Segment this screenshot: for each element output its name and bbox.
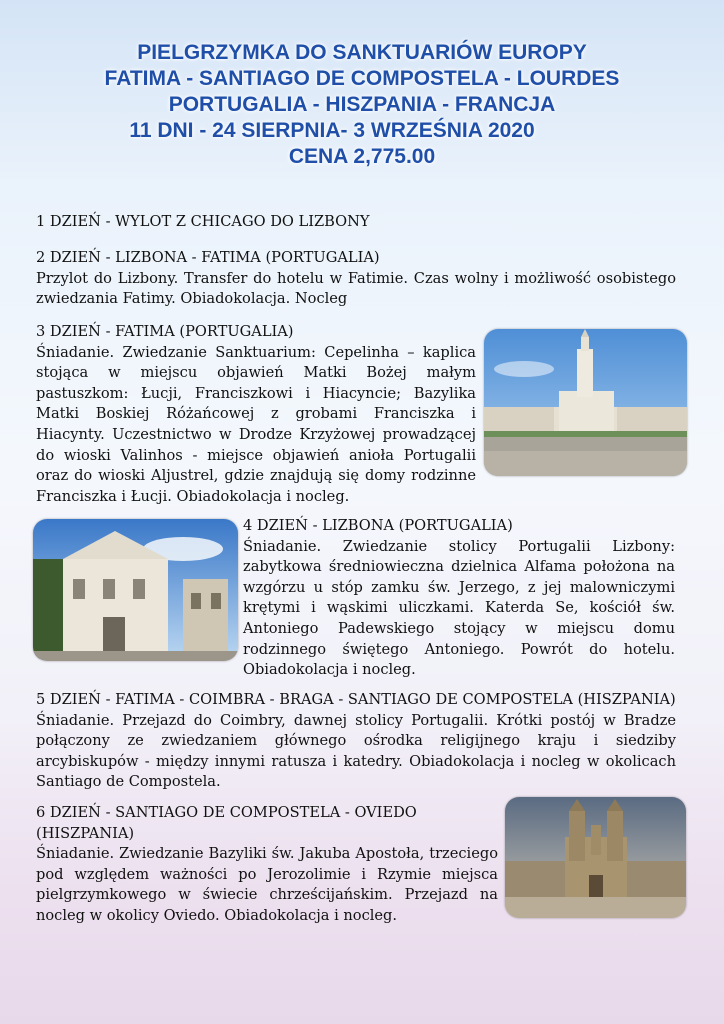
day-6-section <box>36 803 498 927</box>
day-3-section <box>36 322 476 507</box>
day-5-section <box>36 690 676 793</box>
header-line-5: CENA 2,775.00 <box>288 145 436 168</box>
day-2-text: Przylot do Lizbony. Transfer do hotelu w Fatimie. Czas wolny i możliwość osobistego zwiedzania Fatimy. Obiadokolacja. Nocleg <box>36 269 676 308</box>
day-4-title: 4 DZIEŃ - LIZBONA (PORTUGALIA) <box>243 517 513 534</box>
day-4-section <box>243 516 675 681</box>
day-5-title: 5 DZIEŃ - FATIMA - COIMBRA - BRAGA - SANTIAGO DE COMPOSTELA (HISZPANIA) <box>36 691 676 708</box>
header-line-3: PORTUGALIA - HISZPANIA - FRANCJA <box>168 93 556 116</box>
day-5-text: Śniadanie. Przejazd do Coimbry, dawnej stolicy Portugalii. Krótki postój w Bradze połączony ze zwiedzaniem głównego ośrodka religijnego kraju i siedziby arcybiskupów - między innymi ratusza i katedry. Obiadokolacja i nocleg w okolicach Santiago de Compostela. <box>36 711 676 791</box>
day-6-text: Śniadanie. Zwiedzanie Bazyliki św. Jakuba Apostoła, trzeciego pod względem ważności po Jerozolimie i Rzymie miejsca pielgrzymkowego w świecie chrześcijańskim. Przejazd na nocleg w okolicy Oviedo. Obiadokolacja i nocleg. <box>36 845 498 924</box>
header-line-1: PIELGRZYMKA DO SANKTUARIÓW EUROPY <box>137 41 587 64</box>
fatima-basilica-photo <box>484 329 687 476</box>
day-4-text: Śniadanie. Zwiedzanie stolicy Portugalii Lizbony: zabytkowa średniowieczna dzielnica Alfama położona na wzgórzu u stóp zamku św. Jerzego, z jej malowniczymi krętymi i wąskimi uliczkami. Katerda Se, kościół św. Antoniego Padewskiego stojący w miejscu domu rodzinnego świętego Antoniego. Powrót do hotelu. Obiadokolacja i nocleg. <box>243 537 675 679</box>
day-1-title: 1 DZIEŃ - WYLOT Z CHICAGO DO LIZBONY <box>36 213 370 230</box>
day-3-text: Śniadanie. Zwiedzanie Sanktuarium: Cepelinha – kaplica stojąca w miejscu objawień Matki Bożej małym pastuszkom: Łucji, Franciszkowi i Hiacyncie; Bazylika Matki Boskiej Różańcowej z grobami Franciszka i Hiacynty. Uczestnictwo w Drodze Krzyżowej prowadzącej do wioski Valinhos - miejsce objawień anioła Portugalii oraz do wioski Aljustrel, gdzie znajdują się domy rodzinne Franciszka i Łucji. Obiadokolacja i nocleg. <box>36 343 476 505</box>
day-3-title: 3 DZIEŃ - FATIMA (PORTUGALIA) <box>36 323 294 340</box>
lisbon-church-photo <box>33 519 238 661</box>
header-line-4: 11 DNI - 24 SIERPNIA- 3 WRZEŚNIA 2020 <box>129 119 535 142</box>
santiago-cathedral-photo <box>505 797 686 918</box>
day-6-title: 6 DZIEŃ - SANTIAGO DE COMPOSTELA - OVIEDO (HISZPANIA) <box>36 804 417 842</box>
header <box>0 40 724 170</box>
header-line-2: FATIMA - SANTIAGO DE COMPOSTELA - LOURDES <box>104 67 620 90</box>
day-2-section <box>36 248 676 310</box>
day-2-title: 2 DZIEŃ - LIZBONA - FATIMA (PORTUGALIA) <box>36 249 380 266</box>
